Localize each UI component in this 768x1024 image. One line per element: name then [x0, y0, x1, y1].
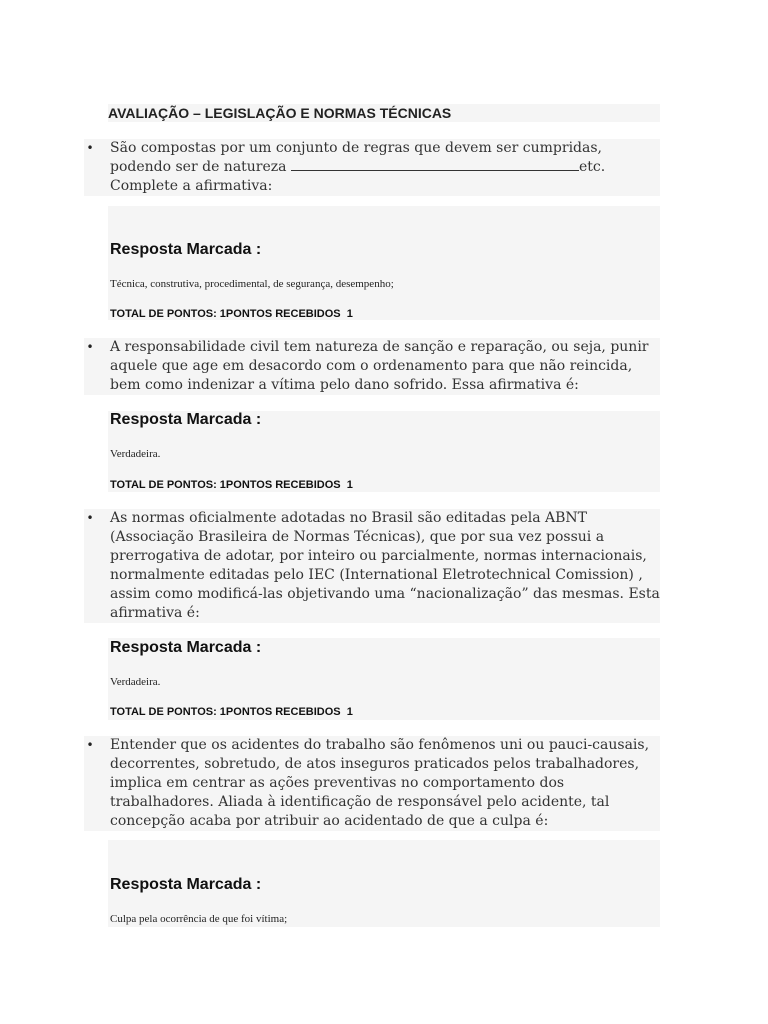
answer-block-1 — [108, 206, 660, 320]
marked-answer: Verdadeira. — [110, 676, 161, 688]
answer-heading: Resposta Marcada : — [110, 411, 262, 428]
question-4 — [84, 736, 660, 831]
question-2-text: A responsabilidade civil tem natureza de sanção e reparação, ou seja, punir aquele que age em desacordo com o ordenamento para que não reincida, bem como indenizar a vítima pelo dano sofrido. Essa afirmativa é: — [110, 339, 649, 393]
question-1-text-after: etc. Complete a afirmativa: — [110, 159, 606, 194]
question-4-text: Entender que os acidentes do trabalho são fenômenos uni ou pauci-causais, decorrentes, sobretudo, de atos inseguros praticados pelos trabalhadores, implica em centrar as ações preventivas no comportamento dos trabalhadores. Aliada à identificação de responsável pelo acidente, tal concepção acaba por atribuir ao acidentado de que a culpa é: — [110, 737, 650, 829]
question-1-text-before: São compostas por um conjunto de regras que devem ser cumpridas, podendo ser de natureza — [110, 140, 602, 175]
points-summary: TOTAL DE PONTOS: 1PONTOS RECEBIDOS 1 — [110, 706, 353, 718]
document-title: AVALIAÇÃO – LEGISLAÇÃO E NORMAS TÉCNICAS — [108, 104, 660, 122]
marked-answer: Culpa pela ocorrência de que foi vítima; — [110, 913, 288, 925]
bullet-icon: • — [86, 738, 94, 752]
answer-block-2 — [108, 411, 660, 492]
question-2 — [84, 338, 660, 395]
marked-answer: Técnica, construtiva, procedimental, de segurança, desempenho; — [110, 278, 394, 290]
bullet-icon: • — [86, 511, 94, 525]
answer-heading: Resposta Marcada : — [110, 241, 262, 258]
points-summary: TOTAL DE PONTOS: 1PONTOS RECEBIDOS 1 — [110, 479, 353, 491]
question-3 — [84, 509, 660, 623]
points-summary: TOTAL DE PONTOS: 1PONTOS RECEBIDOS 1 — [110, 308, 353, 320]
answer-heading: Resposta Marcada : — [110, 639, 262, 656]
marked-answer: Verdadeira. — [110, 448, 161, 460]
answer-block-3 — [108, 638, 660, 720]
answer-block-4 — [108, 840, 660, 927]
bullet-icon: • — [86, 340, 94, 354]
question-3-text: As normas oficialmente adotadas no Brasil são editadas pela ABNT (Associação Brasileira de Normas Técnicas), que por sua vez possui a prerrogativa de adotar, por inteiro ou parcialmente, normas internacionais, normalmente editadas pelo IEC (International Eletrotechnical Comission) , assim como modificá-las objetivando uma “nacionalização” das mesmas. Esta afirmativa é: — [110, 510, 660, 621]
bullet-icon: • — [86, 141, 94, 155]
answer-heading: Resposta Marcada : — [110, 876, 262, 893]
question-1 — [84, 139, 660, 196]
blank-line — [291, 158, 579, 171]
